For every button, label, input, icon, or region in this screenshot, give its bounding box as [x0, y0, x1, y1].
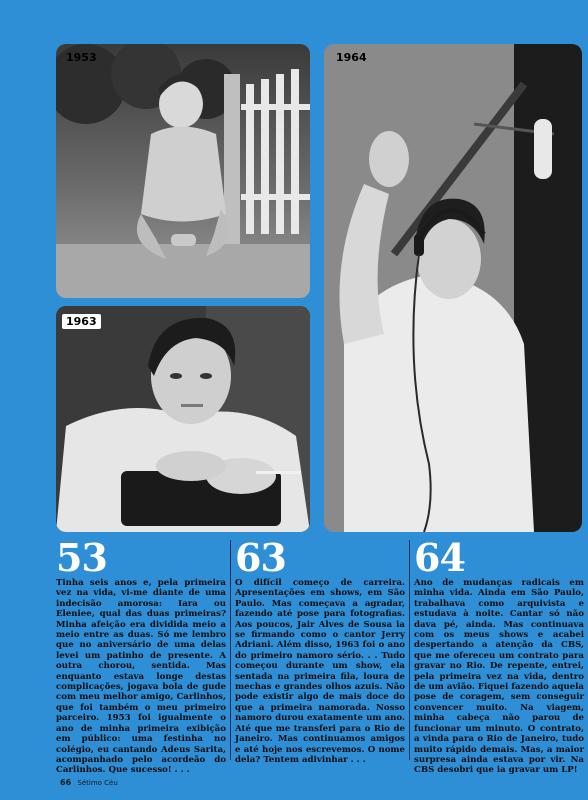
column-divider-1	[230, 540, 231, 760]
column-text-64: Ano de mudanças radicais em minha vida. Ainda em São Paulo, trabalhava como arquivista e estudava à noite. Cantar só não dava pé, ainda. Mas continuava com os meus shows e acabei despertando a atenção da CBS, que me ofereceu um contrato para gravar no Rio. De repente, entrei, pela primeira vez na vida, dentro de um avião. Fiquei fazendo aquela pose de coragem, sem conseguir convencer muito. Na viagem, minha cabeça não parou de funcionar um minuto. O contrato, a vinda para o Rio de Janeiro, tudo muito rápido demais. Mas, a maior surpresa ainda estava por vir. Na CBS desobri que ia gravar um LP!	[414, 578, 584, 776]
column-1953	[56, 535, 226, 776]
column-text-53: Tinha seis anos e, pela primeira vez na vida, vi-me diante de uma indecisão amorosa: Iara ou Eleniee, qual das duas primeiras? Minha afeição era dividida meio a meio entre as duas. Só me lembro que no aniversário de uma delas levei um patinho de presente. A outra chorou, sentida. Mas enquanto estava longe destas complicações, jogava bola de gude com meu melhor amigo, Carlinhos, que foi também o meu primeiro parceiro. 1953 foi igualmente o ano de minha primeira exibição em público: uma festinha no colégio, eu cantando Adeus Sarita, acompanhado pelo acordeão do Carlinhos. Que sucesso! . . .	[56, 578, 226, 776]
photo-1953	[56, 44, 310, 298]
column-text-63: O difícil começo de carreira. Apresentações em shows, em São Paulo. Mas começava a agradar, fazendo até pose para fotografias. Aos poucos, Jair Alves de Sousa ia se firmando como o cantor Jerry Adriani. Além disso, 1963 foi o ano do primeiro namoro sério. . . Tudo começou durante um show, ela sentada na primeira fila, loura de mechas e grandes olhos azuis. Não pode existir algo de mais doce do que a primeira namorada. Nosso namoro durou exatamente um ano. Até que me transferi para o Rio de Janeiro. Mas continuamos amigos e até hoje nos escrevemos. O nome dela? Tentem adivinhar . . .	[235, 578, 405, 765]
year-number-53: 53	[56, 535, 107, 580]
year-label-1953: 1953	[66, 51, 97, 64]
photo-1963-image	[56, 306, 310, 532]
photo-1963	[56, 306, 310, 532]
page-number: 66	[60, 778, 72, 787]
year-number-64: 64	[414, 535, 465, 580]
photo-1964	[324, 44, 582, 532]
column-divider-2	[409, 540, 410, 760]
column-1963	[235, 535, 405, 765]
page-footer	[60, 778, 118, 787]
year-label-1964: 1964	[336, 51, 367, 64]
year-number-63: 63	[235, 535, 286, 580]
year-label-1963: 1963	[62, 314, 101, 329]
column-1964	[414, 535, 584, 776]
photo-1964-image	[324, 44, 582, 532]
magazine-name: Sétimo Céu	[77, 779, 118, 787]
photo-1953-image	[56, 44, 310, 298]
